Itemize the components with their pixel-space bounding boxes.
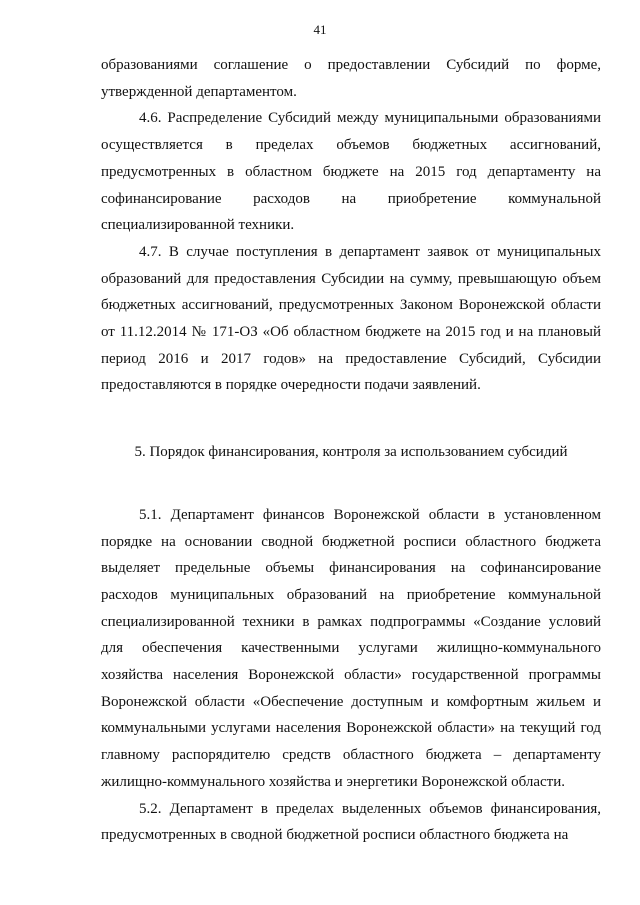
paragraph-5-1: 5.1. Департамент финансов Воронежской области в установленном порядке на основании сводной бюджетной росписи областного бюджета выделяет предельные объемы финансирования на софинансирование расходов муниципальных образований на приобретение коммунальной специализированной техники в рамках подпрограммы «Создание условий для обеспечения качественными услугами жилищно-коммунального хозяйства населения Воронежской области» государственной программы Воронежской области «Обеспечение доступным и комфортным жильем и коммунальными услугами населения Воронежской области» на текущий год главному распорядителю средств областного бюджета – департаменту жилищно-коммунального хозяйства и энергетики Воронежской области. xyxy=(101,506,601,790)
document-body xyxy=(101,52,601,849)
page-number: 41 xyxy=(313,22,327,37)
paragraph-4-7: 4.7. В случае поступления в департамент заявок от муниципальных образований для предоставления Субсидии на сумму, превышающую объем бюджетных ассигнований, предусмотренных Законом Воронежской области от 11.12.2014 № 171-ОЗ «Об областном бюджете на 2015 год и на плановый период 2016 и 2017 годов» на предоставление Субсидий, Субсидии предоставляются в порядке очередности подачи заявлений. xyxy=(101,243,601,394)
section-heading: 5. Порядок финансирования, контроля за использованием субсидий xyxy=(134,444,568,461)
paragraph-5-2: 5.2. Департамент в пределах выделенных объемов финансирования, предусмотренных в сводной бюджетной росписи областного бюджета на xyxy=(101,800,601,844)
paragraph-4-6: 4.6. Распределение Субсидий между муниципальными образованиями осуществляется в пределах объемов бюджетных ассигнований, предусмотренных в областном бюджете на 2015 год департаменту на софинансирование расходов на приобретение коммунальной специализированной техники. xyxy=(101,110,601,234)
paragraph-continuation: образованиями соглашение о предоставлении Субсидий по форме, утвержденной департаментом. xyxy=(101,57,601,100)
